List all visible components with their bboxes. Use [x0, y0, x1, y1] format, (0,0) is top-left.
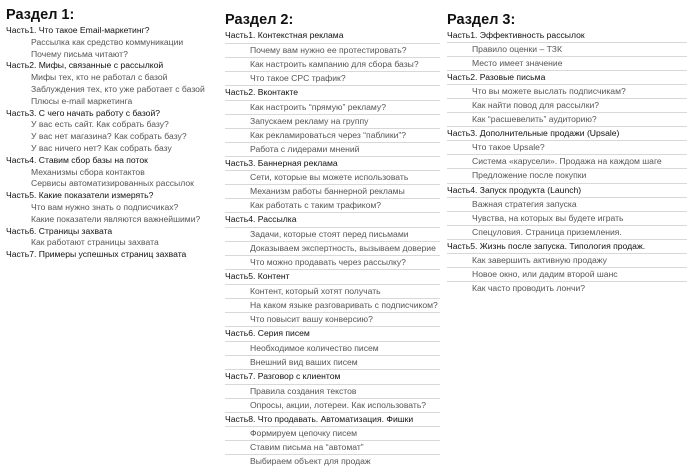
section-title: Раздел 2: [225, 12, 294, 28]
part-item: Доказываем экспертность, вызываем доверие [225, 242, 440, 256]
part [6, 155, 221, 190]
column-section-2 [225, 0, 440, 468]
part-title: Часть5. Какие показатели измерять? [6, 190, 154, 201]
part-item: Что вам нужно знать о подписчиках? [31, 201, 179, 212]
part-item: У вас нет магазина? Как собрать базу? [31, 131, 187, 142]
part-item: Новое окно, или дадим второй шанс [447, 268, 687, 282]
part [225, 157, 440, 214]
part [6, 25, 221, 60]
part-title: Часть8. Что продавать. Автоматизация. Фишки [225, 413, 440, 428]
part-item: Важная стратегия запуска [447, 198, 687, 212]
part-item: Что такое Upsale? [447, 141, 687, 155]
part-item: Сервисы автоматизированных рассылок [31, 178, 194, 189]
part-title: Часть1. Что такое Email-маркетинг? [6, 25, 150, 35]
part-title: Часть2. Разовые письма [447, 71, 687, 85]
section-title: Раздел 3: [447, 12, 516, 28]
part-item: Как настроить кампанию для сбора базы? [225, 58, 440, 72]
part-title: Часть6. Серия писем [225, 327, 440, 342]
part-title: Часть2. Мифы, связанные с рассылкой [6, 60, 164, 71]
part-item: Формируем цепочку писем [225, 427, 440, 441]
section-body [225, 29, 440, 468]
part [225, 327, 440, 370]
part-title: Часть3. С чего начать работу с базой? [6, 107, 161, 118]
part-item: Ставим письма на “автомат” [225, 441, 440, 455]
part [225, 370, 440, 413]
part-title: Часть6. Страницы захвата [6, 225, 113, 236]
part-item: Правила создания текстов [225, 385, 440, 399]
part-item: Почему письма читают? [31, 48, 128, 59]
part-item: Какие показатели являются важнейшими? [31, 213, 201, 224]
part-item: Заблуждения тех, кто уже работает с базой [31, 83, 205, 94]
part-title: Часть4. Рассылка [225, 213, 440, 228]
part-item: Работа с лидерами мнений [225, 143, 440, 157]
part-item: Как работают страницы захвата [31, 237, 159, 248]
part [6, 60, 221, 107]
part-title: Часть7. Примеры успешных страниц захвата [6, 249, 187, 260]
column-section-3 [447, 0, 687, 294]
part-title: Часть5. Жизнь после запуска. Типология продаж. [447, 240, 687, 254]
part-item: Задачи, которые стоят перед письмами [225, 228, 440, 242]
part-item: Рассылка как средство коммуникации [31, 36, 184, 47]
part [225, 213, 440, 270]
part-item: Чувства, на которых вы будете играть [447, 212, 687, 226]
part [447, 29, 687, 71]
part-item: Система «карусели». Продажа на каждом шаге [447, 155, 687, 169]
part-item: У вас есть сайт. Как собрать базу? [31, 119, 169, 130]
part-item: Выбираем объект для продаж [250, 456, 371, 467]
part [6, 108, 221, 155]
part-title: Часть3. Баннерная реклама [225, 157, 440, 172]
part-item: Правило оценки – ТЗК [447, 43, 687, 57]
part-item: Сети, которые вы можете использовать [225, 171, 440, 185]
part [225, 29, 440, 86]
part-item: Спецуловия. Страница приземления. [447, 226, 687, 240]
part [6, 190, 221, 225]
part-item: Запускаем рекламу на группу [225, 115, 440, 129]
part-item: Как работать с таким трафиком? [225, 199, 440, 213]
column-section-1 [6, 0, 221, 261]
part [447, 71, 687, 127]
part-item: Предложение после покупки [447, 169, 687, 183]
part [447, 240, 687, 294]
part-item: Опросы, акции, лотереи. Как использовать? [225, 399, 440, 413]
part-item: Как найти повод для рассылки? [447, 99, 687, 113]
part-item: Внешний вид ваших писем [225, 356, 440, 370]
part-item: Что такое CPC трафик? [225, 72, 440, 86]
part-item: Как часто проводить лончи? [472, 282, 586, 293]
part-item: Как завершить активную продажу [447, 254, 687, 268]
part-title: Часть1. Контекстная реклама [225, 29, 440, 44]
part [447, 184, 687, 240]
part [225, 270, 440, 327]
part-item: Что вы можете выслать подписчикам? [447, 85, 687, 99]
part-title: Часть4. Ставим сбор базы на поток [6, 154, 148, 165]
part-item: На каком языке разговаривать с подписчиком? [225, 299, 440, 313]
part-item: Как рекламироваться через “паблики”? [225, 129, 440, 143]
part-item: Механизмы сбора контактов [31, 166, 145, 177]
part-item: Плюсы e-mail маркетинга [31, 95, 133, 106]
part-item: Что повысит вашу конверсию? [225, 313, 440, 327]
part-item: Место имеет значение [447, 57, 687, 71]
section-body [447, 29, 687, 294]
part-item: Как настроить “прямую” рекламу? [225, 101, 440, 115]
part [225, 413, 440, 468]
part-item: Как “расшевелить” аудиторию? [447, 113, 687, 127]
part-item: У вас ничего нет? Как собрать базу [31, 142, 172, 153]
part-title: Часть1. Эффективность рассылок [447, 29, 687, 43]
part-item: Почему вам нужно ее протестировать? [225, 44, 440, 58]
part [6, 249, 221, 261]
part-item: Механизм работы баннерной рекламы [225, 185, 440, 199]
section-body [6, 25, 221, 261]
part-item: Необходимое количество писем [225, 342, 440, 356]
part-title: Часть5. Контент [225, 270, 440, 285]
part-title: Часть3. Дополнительные продажи (Upsale) [447, 127, 687, 141]
part-item: Контент, который хотят получать [225, 285, 440, 299]
part-title: Часть7. Разговор с клиентом [225, 370, 440, 385]
part-item: Что можно продавать через рассылку? [225, 256, 440, 270]
part-item: Мифы тех, кто не работал с базой [31, 72, 168, 83]
part [6, 226, 221, 250]
part [447, 127, 687, 183]
part-title: Часть2. Вконтакте [225, 86, 440, 101]
part-title: Часть4. Запуск продукта (Launch) [447, 184, 687, 198]
part [225, 86, 440, 157]
section-title: Раздел 1: [6, 7, 75, 23]
